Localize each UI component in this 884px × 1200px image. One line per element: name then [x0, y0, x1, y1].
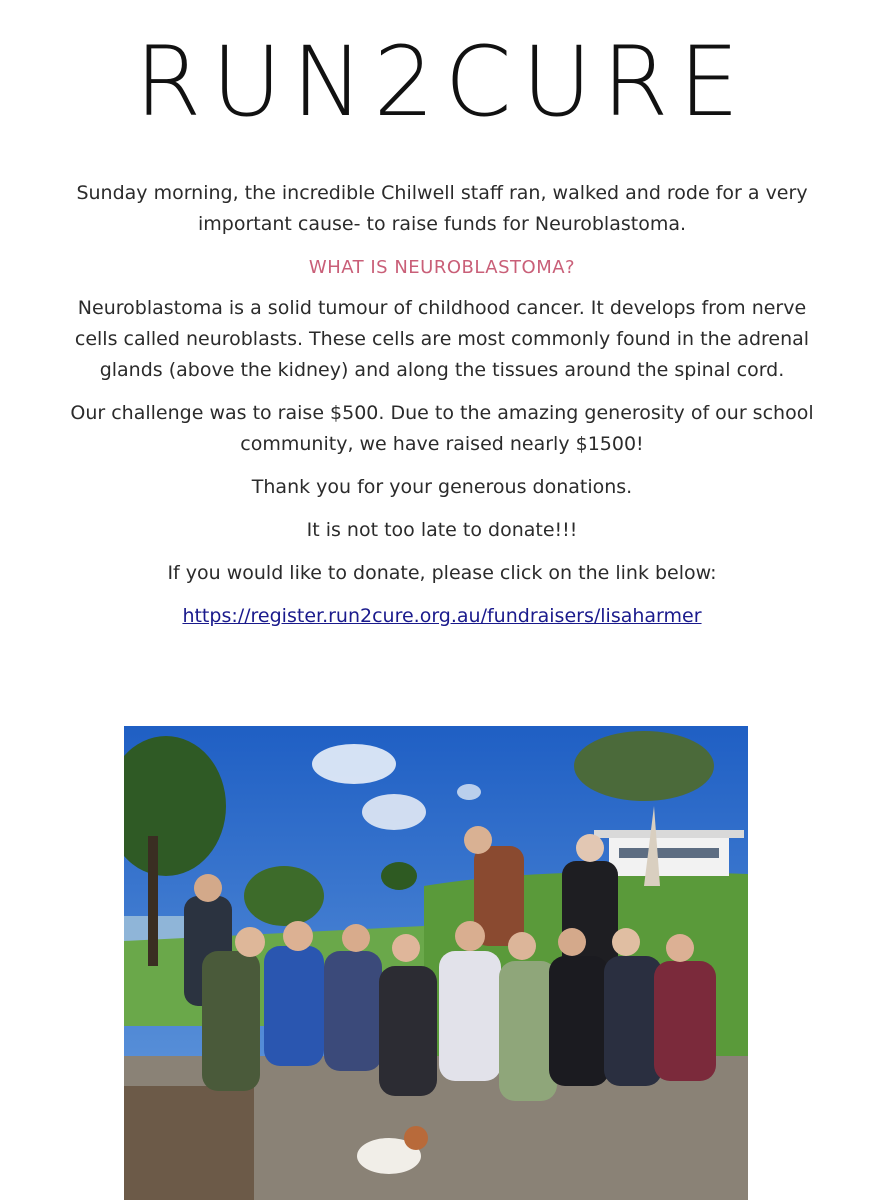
description-paragraph: Neuroblastoma is a solid tumour of childhood cancer. It develops from nerve cells called neuroblasts. These cells are most commonly found in the adrenal glands (above the kidney) and along the tissues around the spinal cord.: [74, 297, 810, 381]
intro-paragraph: Sunday morning, the incredible Chilwell staff ran, walked and rode for a very important cause- to raise funds for Neuroblastoma.: [76, 182, 808, 235]
not-too-late-text: It is not too late to donate!!!: [306, 519, 578, 541]
group-photo-illustration: [124, 726, 748, 1200]
group-photo: [124, 726, 748, 1200]
challenge-paragraph: Our challenge was to raise $500. Due to the amazing generosity of our school community, we have raised nearly $1500!: [70, 402, 814, 455]
article-body: [62, 178, 822, 644]
donate-link[interactable]: https://register.run2cure.org.au/fundraisers/lisaharmer: [182, 605, 702, 627]
thanks-text: Thank you for your generous donations.: [251, 476, 633, 498]
donate-prompt-text: If you would like to donate, please click on the link below:: [167, 562, 717, 584]
section-heading: WHAT IS NEUROBLASTOMA?: [308, 257, 576, 278]
page-title: RUN2CURE: [134, 26, 750, 138]
